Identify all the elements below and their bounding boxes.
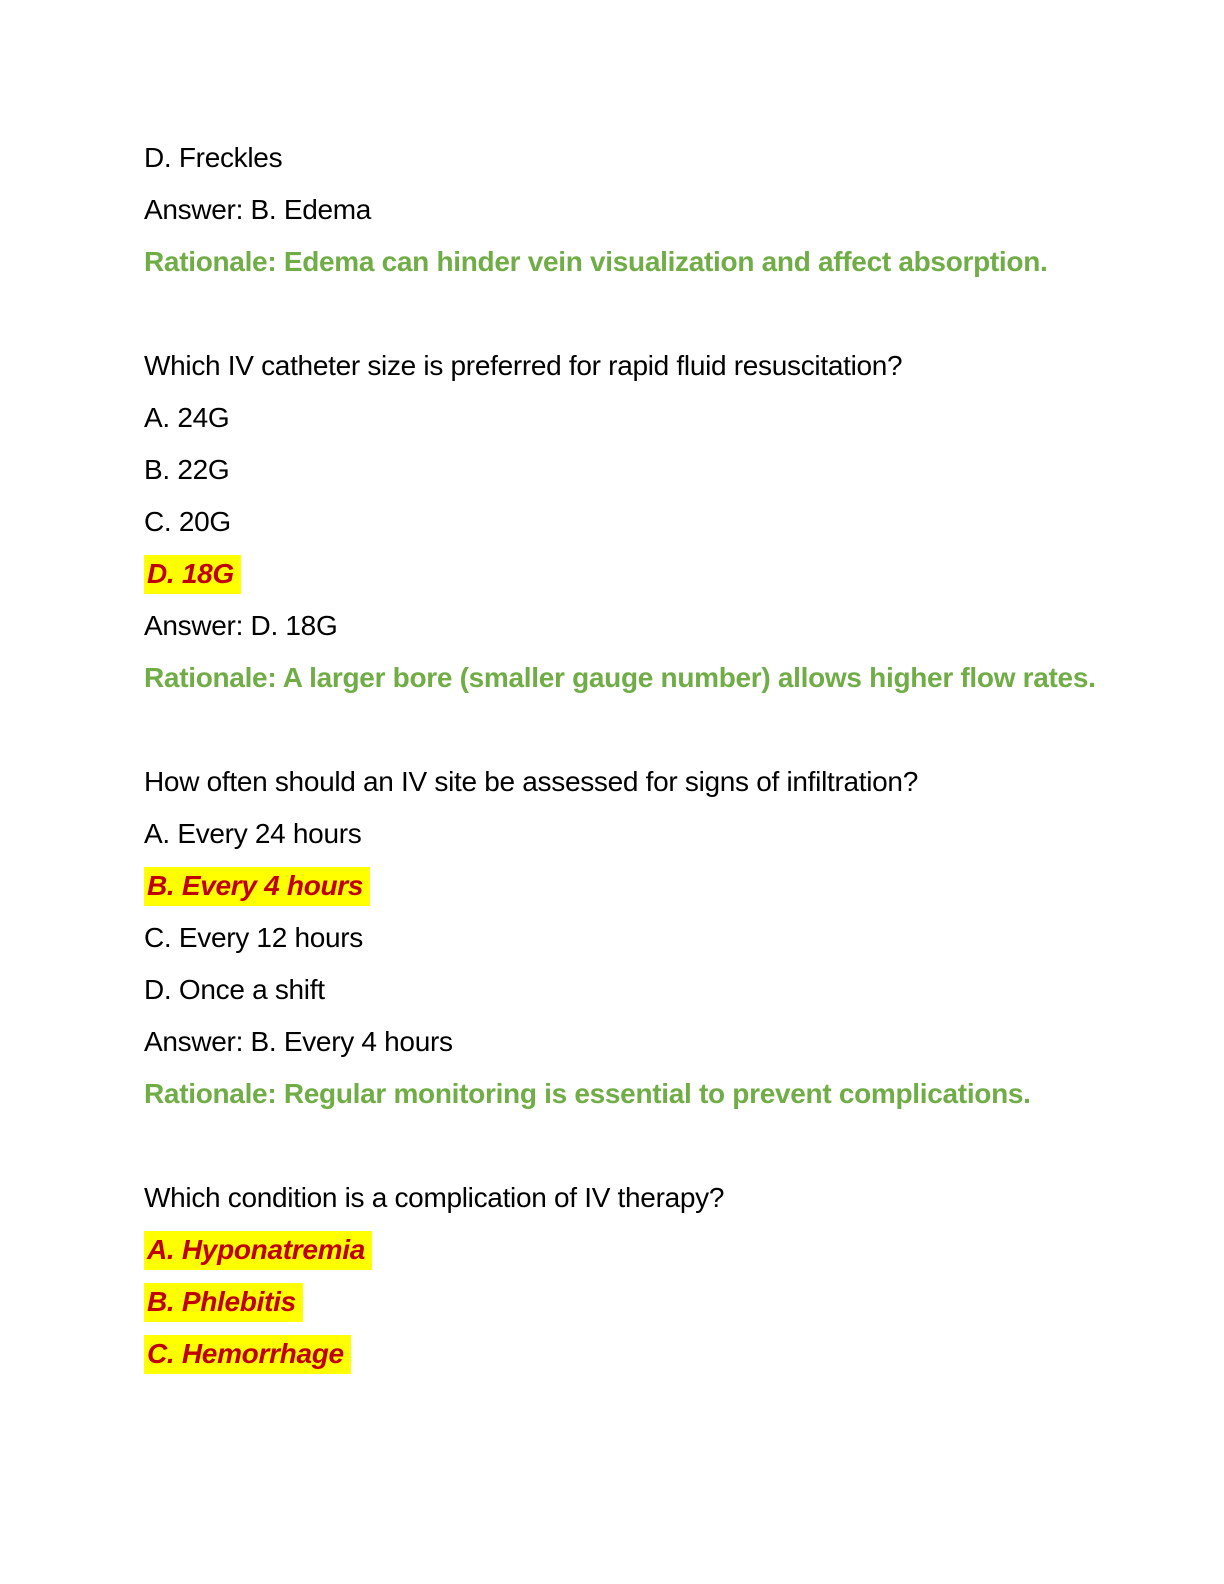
option-text: D. Freckles	[144, 142, 283, 173]
option-text: C. 20G	[144, 506, 231, 537]
option-text: A. 24G	[144, 402, 230, 433]
highlighted-option-text: D. 18G	[144, 555, 241, 594]
q2-option-c	[144, 505, 1184, 538]
q1-rationale	[144, 245, 1184, 278]
q1-option-d	[144, 141, 1184, 174]
highlighted-option-text: B. Every 4 hours	[144, 867, 370, 906]
option-text: D. Once a shift	[144, 974, 325, 1005]
q2-option-a	[144, 401, 1184, 434]
question-text: Which condition is a complication of IV therapy?	[144, 1182, 725, 1213]
q3-option-d	[144, 973, 1184, 1006]
q3-option-c	[144, 921, 1184, 954]
q2-answer	[144, 609, 1184, 642]
q4-question	[144, 1181, 1184, 1214]
option-text: A. Every 24 hours	[144, 818, 362, 849]
q4-option-c-highlighted	[144, 1337, 1184, 1370]
highlighted-option-text: C. Hemorrhage	[144, 1335, 351, 1374]
q3-option-b-correct	[144, 869, 1184, 902]
q1-answer	[144, 193, 1184, 226]
option-text: B. 22G	[144, 454, 230, 485]
q3-question	[144, 765, 1184, 798]
question-text: How often should an IV site be assessed for signs of infiltration?	[144, 766, 918, 797]
rationale-text: Rationale: A larger bore (smaller gauge number) allows higher flow rates.	[144, 662, 1096, 693]
q2-option-b	[144, 453, 1184, 486]
q3-option-a	[144, 817, 1184, 850]
q4-option-b-highlighted	[144, 1285, 1184, 1318]
rationale-text: Rationale: Regular monitoring is essential to prevent complications.	[144, 1078, 1031, 1109]
answer-text: Answer: B. Edema	[144, 194, 372, 225]
highlighted-option-text: B. Phlebitis	[144, 1283, 303, 1322]
document-content	[144, 141, 1184, 1389]
highlighted-option-text: A. Hyponatremia	[144, 1231, 372, 1270]
question-text: Which IV catheter size is preferred for rapid fluid resuscitation?	[144, 350, 903, 381]
answer-text: Answer: D. 18G	[144, 610, 338, 641]
answer-text: Answer: B. Every 4 hours	[144, 1026, 453, 1057]
rationale-text: Rationale: Edema can hinder vein visualization and affect absorption.	[144, 246, 1048, 277]
q3-rationale	[144, 1077, 1184, 1110]
q2-question	[144, 349, 1184, 382]
q3-answer	[144, 1025, 1184, 1058]
q4-option-a-highlighted	[144, 1233, 1184, 1266]
option-text: C. Every 12 hours	[144, 922, 363, 953]
q2-option-d-correct	[144, 557, 1184, 590]
q2-rationale	[144, 661, 1184, 694]
